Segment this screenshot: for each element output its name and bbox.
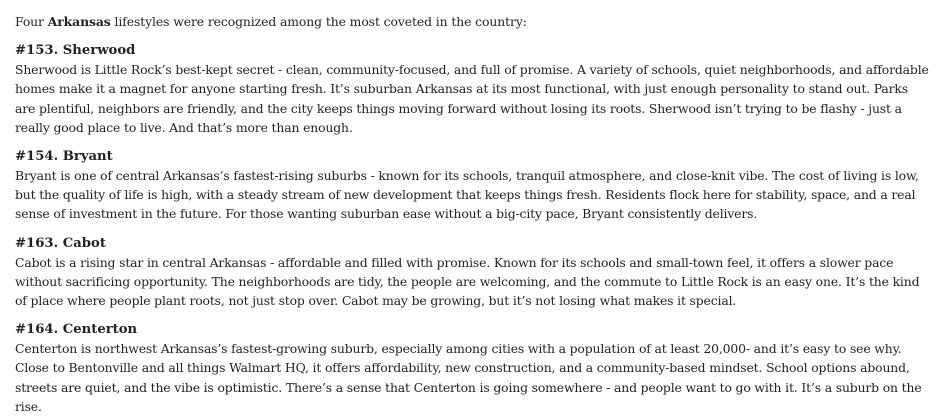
- entry-body: Cabot is a rising star in central Arkansas - affordable and filled with promise. Known for its schools and small-town feel, it offers a slower pace without sacrificing opportunity. The neighborhoods are tidy, the people are welcoming, and the commute to Little Rock is an easy one. It’s the kind of place where people plant roots, not just stop over. Cabot may be growing, but it’s not losing what makes it special.: [15, 254, 920, 309]
- intro-prefix: Four: [15, 14, 48, 29]
- entry-centerton: [15, 320, 931, 416]
- entry-heading: #164. Centerton: [15, 322, 138, 338]
- entry-sherwood: [15, 41, 931, 137]
- intro-state-name: Arkansas: [47, 14, 111, 29]
- entry-heading: #153. Sherwood: [15, 43, 136, 59]
- entry-heading: #163. Cabot: [15, 235, 106, 251]
- entry-body: Sherwood is Little Rock’s best-kept secret - clean, community-focused, and full of promise. A variety of schools, quiet neighborhoods, and affordable homes make it a magnet for anyone starting fresh. It’s suburban Arkansas at its most functional, with just enough personality to stand out. Parks are plentiful, neighbors are friendly, and the city keeps things moving forward without losing its roots. Sherwood isn’t trying to be flashy - just a really good place to live. And that’s more than enough.: [15, 62, 929, 135]
- intro-paragraph: [15, 12, 931, 31]
- entry-body: Bryant is one of central Arkansas’s fastest-rising suburbs - known for its schools, tranquil atmosphere, and close-knit vibe. The cost of living is low, but the quality of life is high, with a steady stream of new development that keeps things fresh. Residents flock here for stability, space, and a real sense of investment in the future. For those wanting suburban ease without a big-city pace, Bryant consistently delivers.: [15, 168, 919, 222]
- intro-suffix: lifestyles were recognized among the most coveted in the country:: [110, 14, 527, 29]
- entry-heading: #154. Bryant: [15, 149, 113, 165]
- entry-bryant: [15, 147, 931, 224]
- entry-body: Centerton is northwest Arkansas’s fastest-growing suburb, especially among cities with a population of at least 20,000- and it’s easy to see why. Close to Bentonville and all things Walmart HQ, it offers affordability, new construction, and a community-based mindset. School options abound, streets are quiet, and the vibe is optimistic. There’s a sense that Centerton is going somewhere - and people want to go with it. It’s a suburb on the rise.: [15, 341, 922, 414]
- entry-cabot: [15, 234, 931, 311]
